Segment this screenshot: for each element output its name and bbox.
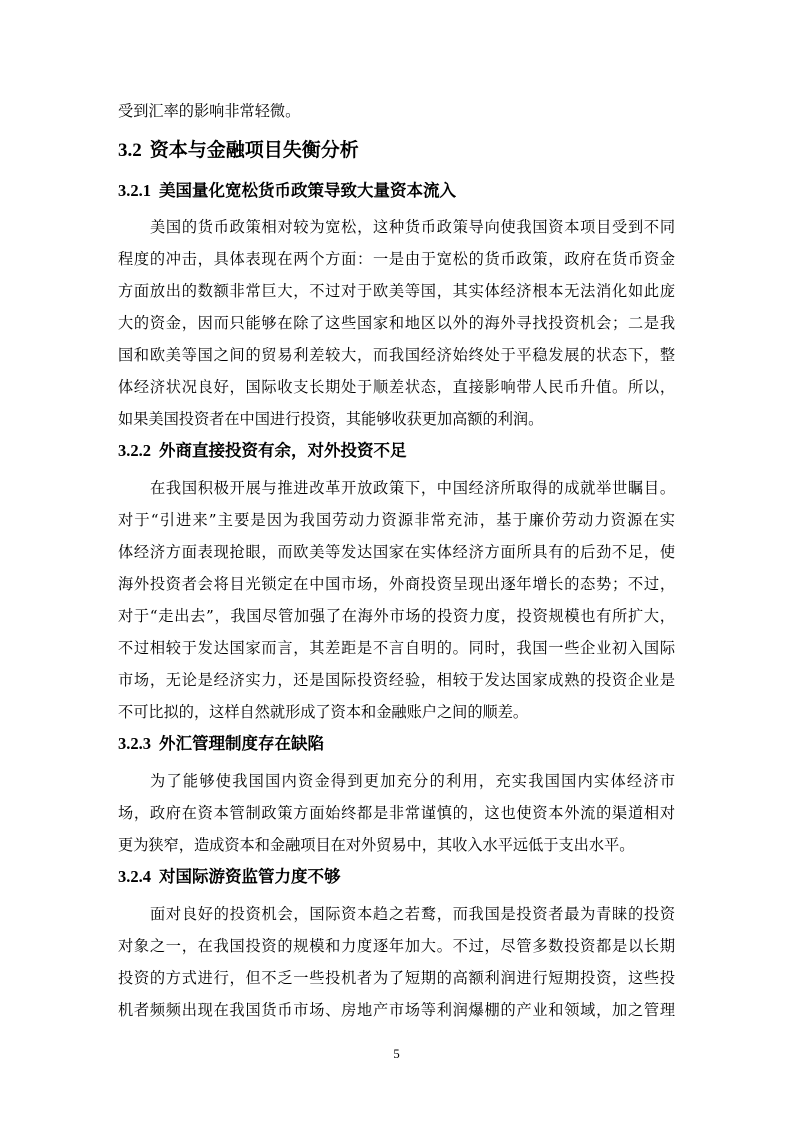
paragraph-line: 面对良好的投资机会，国际资本趋之若鹜，而我国是投资者最为青睐的投资 (150, 905, 675, 923)
subsection-number: 3.2.2 (118, 441, 151, 460)
paragraph-line: 国和欧美等国之间的贸易利差较大，而我国经济始终处于平稳发展的状态下，整 (118, 346, 675, 364)
paragraph-line: 更为狭窄，造成资本和金融项目在对外贸易中，其收入水平远低于支出水平。 (118, 836, 635, 854)
paragraph-line: 方面放出的数额非常巨大，不过对于欧美等国，其实体经济根本无法消化如此庞 (118, 282, 675, 300)
paragraph-line: 投资的方式进行，但不乏一些投机者为了短期的高额利润进行短期投资，这些投 (118, 969, 675, 987)
subsection-number: 3.2.3 (118, 734, 151, 753)
subsection-title: 美国量化宽松货币政策导致大量资本流入 (159, 181, 456, 200)
paragraph-line: 美国的货币政策相对较为宽松，这种货币政策导向使我国资本项目受到不同 (150, 218, 675, 236)
paragraph-line: 机者频频出现在我国货币市场、房地产市场等利润爆棚的产业和领域，加之管理 (118, 1001, 675, 1019)
page-number: 5 (393, 1046, 400, 1061)
paragraph-line: 对于“走出去”，我国尽管加强了在海外市场的投资力度，投资规模也有所扩大， (118, 607, 675, 625)
subsection-title: 对国际游资监管力度不够 (159, 867, 341, 886)
paragraph-line: 程度的冲击，具体表现在两个方面：一是由于宽松的货币政策，政府在货币资金 (118, 250, 675, 268)
paragraph-line: 为了能够使我国国内资金得到更加充分的利用，充实我国国内实体经济市 (150, 772, 675, 790)
subsection-heading (118, 440, 407, 462)
paragraph-line: 市场，无论是经济实力，还是国际投资经验，相较于发达国家成熟的投资企业是 (118, 671, 675, 689)
paragraph-line: 不可比拟的，这样自然就形成了资本和金融账户之间的顺差。 (118, 703, 529, 721)
paragraph-line: 不过相较于发达国家而言，其差距是不言自明的。同时，我国一些企业初入国际 (118, 639, 675, 657)
paragraph-line: 对象之一，在我国投资的规模和力度逐年加大。不过，尽管多数投资都是以长期 (118, 937, 675, 955)
section-title: 资本与金融项目失衡分析 (149, 139, 359, 161)
paragraph-line: 在我国积极开展与推进改革开放政策下，中国经济所取得的成就举世瞩目。 (150, 479, 675, 497)
paragraph-line: 海外投资者会将目光锁定在中国市场，外商投资呈现出逐年增长的态势；不过， (118, 575, 675, 593)
paragraph-line: 体经济方面表现抢眼，而欧美等发达国家在实体经济方面所具有的后劲不足，使 (118, 543, 675, 561)
subsection-title: 外汇管理制度存在缺陷 (159, 734, 324, 753)
section-number: 3.2 (118, 140, 142, 161)
subsection-heading (118, 733, 324, 755)
subsection-heading (118, 180, 456, 202)
paragraph-line: 大的资金，因而只能够在除了这些国家和地区以外的海外寻找投资机会；二是我 (118, 314, 675, 332)
paragraph-line: 对于“引进来”主要是因为我国劳动力资源非常充沛，基于廉价劳动力资源在实 (118, 511, 675, 529)
section-heading (118, 138, 359, 163)
subsection-heading (118, 866, 341, 888)
paragraph-line: 受到汇率的影响非常轻微。 (118, 102, 301, 120)
subsection-title: 外商直接投资有余，对外投资不足 (159, 441, 407, 460)
subsection-number: 3.2.1 (118, 181, 151, 200)
paragraph-line: 场，政府在资本管制政策方面始终都是非常谨慎的，这也使资本外流的渠道相对 (118, 804, 675, 822)
paragraph-line: 如果美国投资者在中国进行投资，其能够收获更加高额的利润。 (118, 410, 544, 428)
paragraph-line: 体经济状况良好，国际收支长期处于顺差状态，直接影响带人民币升值。所以， (118, 378, 675, 396)
subsection-number: 3.2.4 (118, 867, 151, 886)
